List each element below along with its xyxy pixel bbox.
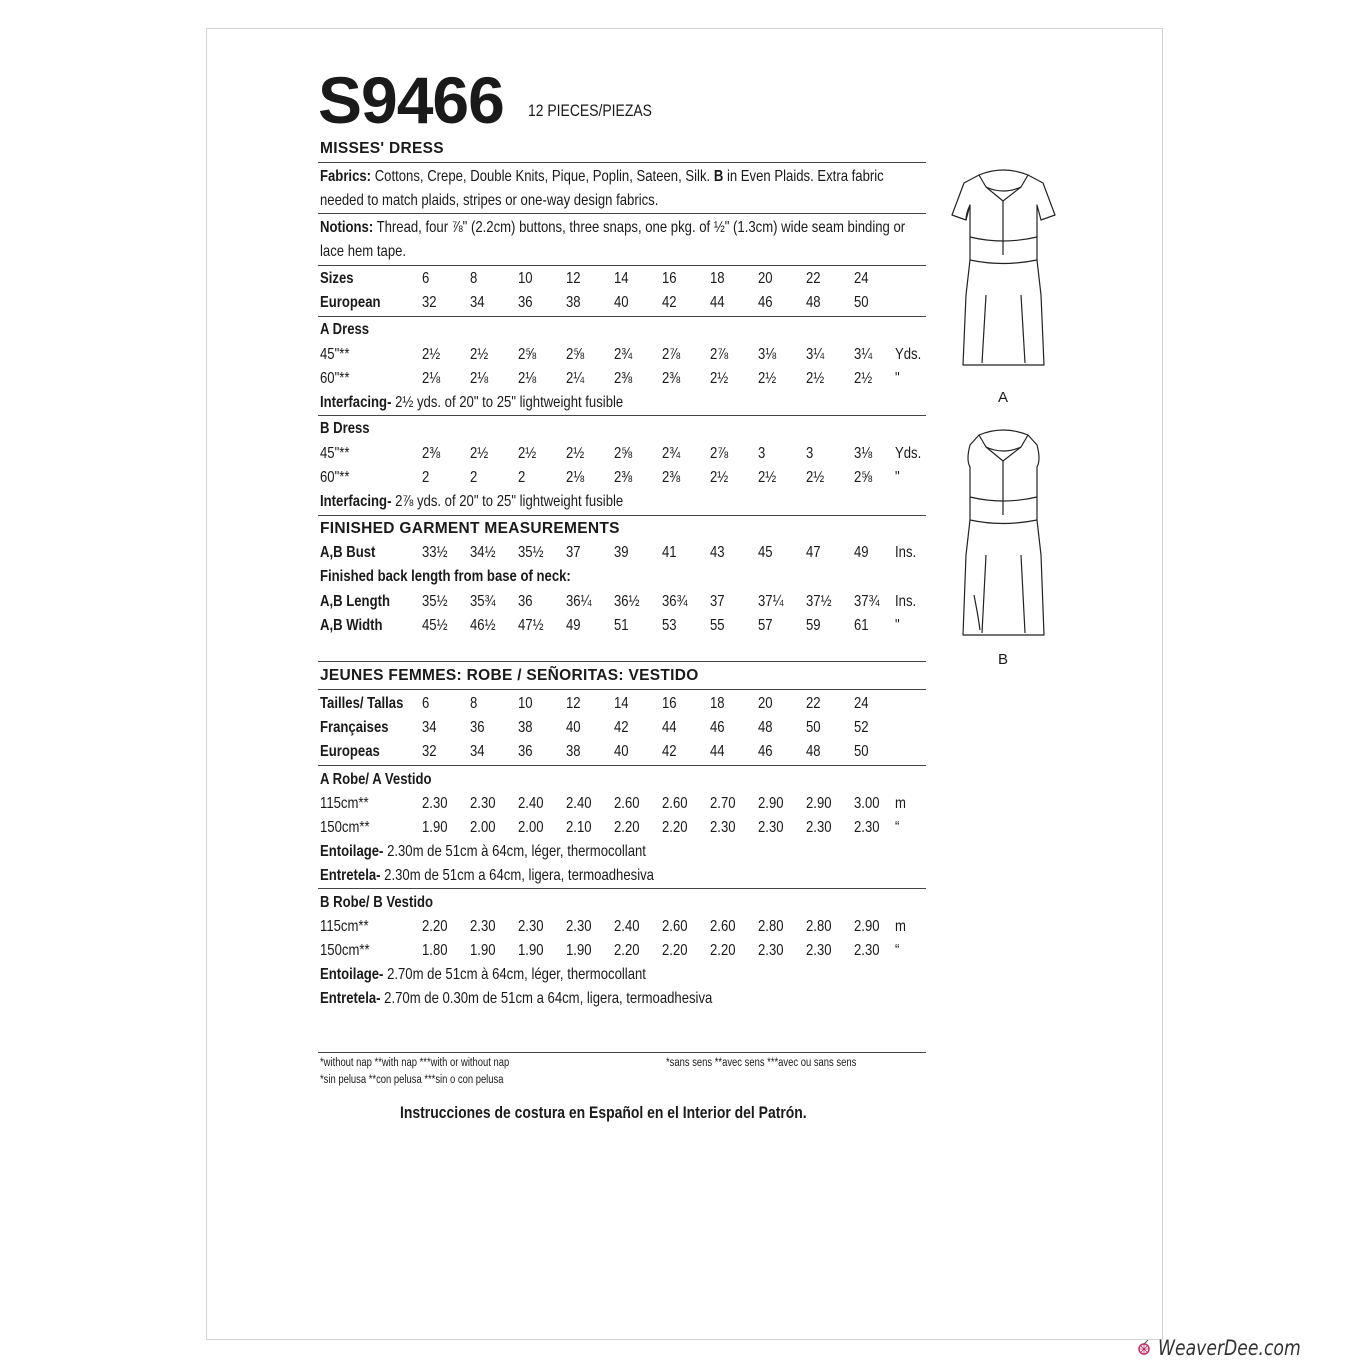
unit-label: Ins. — [895, 544, 917, 561]
francaises-row — [320, 717, 930, 739]
table-cell: 2.40 — [518, 795, 544, 812]
table-cell: 2.20 — [710, 942, 736, 959]
table-cell: 12 — [566, 270, 581, 287]
table-cell: 33½ — [422, 544, 448, 561]
table-cell: 46½ — [470, 617, 496, 634]
table-cell: 3.00 — [854, 795, 880, 812]
table-cell: 24 — [854, 270, 869, 287]
table-cell: 36 — [518, 593, 533, 610]
table-cell: 20 — [758, 270, 773, 287]
finished-measurements-title: FINISHED GARMENT MEASUREMENTS — [320, 520, 620, 537]
unit-label: " — [895, 370, 900, 387]
table-cell: 14 — [614, 270, 629, 287]
table-cell: 2⅛ — [566, 469, 585, 486]
divider — [318, 689, 926, 690]
table-cell: 10 — [518, 270, 533, 287]
table-cell: 44 — [710, 743, 725, 760]
b-robe-title: B Robe/ B Vestido — [320, 894, 433, 911]
table-cell: 37¾ — [854, 593, 880, 610]
divider — [318, 661, 926, 662]
piece-count: 12 PIECES/PIEZAS — [528, 101, 652, 120]
row-label: 150cm** — [320, 819, 370, 836]
table-cell: 2⅞ — [662, 346, 681, 363]
b-dress-45-row — [320, 443, 930, 465]
table-cell: 57 — [758, 617, 773, 634]
divider — [318, 888, 926, 889]
row-label: 115cm** — [320, 795, 369, 812]
section-title-spanish: JEUNES FEMMES: ROBE / SEÑORITAS: VESTIDO — [320, 667, 699, 684]
length-row — [320, 591, 930, 613]
table-cell: 2.00 — [470, 819, 496, 836]
table-cell: 38 — [566, 294, 581, 311]
table-cell: 44 — [662, 719, 677, 736]
table-cell: 2⅜ — [422, 445, 441, 462]
table-cell: 2¼ — [566, 370, 585, 387]
b-dress-title: B Dress — [320, 420, 370, 437]
table-cell: 37¼ — [758, 593, 784, 610]
table-cell: 22 — [806, 270, 821, 287]
table-cell: 2.10 — [566, 819, 592, 836]
table-cell: 2.90 — [758, 795, 784, 812]
a-dress-title: A Dress — [320, 321, 370, 338]
back-length-note: Finished back length from base of neck: — [320, 568, 571, 585]
a-robe-entoilage: Entoilage- 2.30m de 51cm à 64cm, léger, thermocollant — [320, 843, 646, 860]
pattern-number: S9466 — [318, 63, 504, 137]
table-cell: 43 — [710, 544, 725, 561]
table-cell: 55 — [710, 617, 725, 634]
unit-label: Ins. — [895, 593, 917, 610]
table-cell: 2.30 — [854, 942, 880, 959]
row-label: 60"** — [320, 469, 350, 486]
fabrics-paragraph: Fabrics: Cottons, Crepe, Double Knits, Pique, Poplin, Sateen, Silk. B in Even Plaids. Extra fabric needed to match plaids, stripes or one-way design fabrics. — [320, 168, 884, 209]
table-cell: 2.30 — [758, 942, 784, 959]
table-cell: 41 — [662, 544, 677, 561]
watermark: WeaverDee.com — [1158, 1336, 1301, 1360]
table-cell: 22 — [806, 695, 821, 712]
table-cell: 48 — [758, 719, 773, 736]
table-cell: 2.30 — [806, 819, 832, 836]
table-cell: 18 — [710, 270, 725, 287]
row-label: A,B Bust — [320, 544, 376, 561]
row-label: 115cm** — [320, 918, 369, 935]
b-robe-115-row — [320, 916, 930, 938]
table-cell: 50 — [806, 719, 821, 736]
unit-label: " — [895, 617, 900, 634]
unit-label: " — [895, 469, 900, 486]
row-label: Sizes — [320, 270, 354, 287]
table-cell: 42 — [614, 719, 629, 736]
a-robe-150-row — [320, 817, 930, 839]
table-cell: 34 — [422, 719, 437, 736]
row-label: Tailles/ Tallas — [320, 695, 404, 712]
table-cell: 47 — [806, 544, 821, 561]
table-cell: 2⅛ — [470, 370, 489, 387]
table-cell: 2½ — [806, 469, 825, 486]
table-cell: 32 — [422, 294, 437, 311]
table-cell: 38 — [566, 743, 581, 760]
table-cell: 2½ — [518, 445, 537, 462]
table-cell: 2⅝ — [566, 346, 585, 363]
table-cell: 1.80 — [422, 942, 448, 959]
table-cell: 2⅜ — [614, 469, 633, 486]
table-cell: 2.30 — [854, 819, 880, 836]
table-cell: 2.30 — [470, 795, 496, 812]
width-row — [320, 615, 930, 637]
divider — [318, 213, 926, 214]
view-b-label: B — [998, 651, 1009, 668]
table-cell: 35¾ — [470, 593, 496, 610]
table-cell: 2.20 — [662, 819, 688, 836]
table-cell: 37½ — [806, 593, 832, 610]
table-cell: 2⅝ — [614, 445, 633, 462]
unit-label: Yds. — [895, 445, 922, 462]
a-robe-entretela: Entretela- 2.30m de 51cm a 64cm, ligera, termoadhesiva — [320, 867, 654, 884]
table-cell: 3⅛ — [758, 346, 777, 363]
europeas-row — [320, 741, 930, 763]
footnote-french: *sans sens **avec sens ***avec ou sans sens — [666, 1057, 857, 1069]
table-cell: 2.60 — [614, 795, 640, 812]
table-cell: 37 — [710, 593, 725, 610]
bust-row — [320, 542, 930, 564]
table-cell: 2⅞ — [710, 346, 729, 363]
table-cell: 40 — [614, 743, 629, 760]
table-cell: 2.20 — [422, 918, 448, 935]
row-label: A,B Length — [320, 593, 390, 610]
table-cell: 2.30 — [566, 918, 592, 935]
table-cell: 44 — [710, 294, 725, 311]
table-cell: 40 — [566, 719, 581, 736]
table-cell: 1.90 — [470, 942, 496, 959]
row-label: European — [320, 294, 381, 311]
table-cell: 16 — [662, 695, 677, 712]
b-robe-entretela: Entretela- 2.70m de 0.30m de 51cm a 64cm, ligera, termoadhesiva — [320, 990, 713, 1007]
section-title-misses-dress: MISSES' DRESS — [320, 140, 444, 157]
table-cell: 2½ — [710, 469, 729, 486]
table-cell: 3 — [806, 445, 814, 462]
table-cell: 3 — [758, 445, 766, 462]
a-robe-title: A Robe/ A Vestido — [320, 771, 432, 788]
unit-label: m — [895, 795, 906, 812]
european-sizes-row — [320, 292, 930, 314]
table-cell: 2.20 — [614, 942, 640, 959]
table-cell: 34½ — [470, 544, 496, 561]
sizes-row — [320, 268, 930, 290]
table-cell: 48 — [806, 743, 821, 760]
table-cell: 51 — [614, 617, 629, 634]
table-cell: 47½ — [518, 617, 544, 634]
table-cell: 34 — [470, 743, 485, 760]
table-cell: 2 — [470, 469, 478, 486]
table-cell: 8 — [470, 270, 478, 287]
table-cell: 2.90 — [854, 918, 880, 935]
table-cell: 18 — [710, 695, 725, 712]
table-cell: 39 — [614, 544, 629, 561]
table-cell: 36¼ — [566, 593, 592, 610]
table-cell: 61 — [854, 617, 869, 634]
table-cell: 2.30 — [806, 942, 832, 959]
table-cell: 46 — [758, 743, 773, 760]
divider — [318, 316, 926, 317]
table-cell: 2 — [422, 469, 430, 486]
table-cell: 37 — [566, 544, 581, 561]
table-cell: 8 — [470, 695, 478, 712]
divider — [318, 162, 926, 163]
table-cell: 2.20 — [662, 942, 688, 959]
table-cell: 2¾ — [614, 346, 633, 363]
table-cell: 2½ — [758, 370, 777, 387]
table-cell: 2.60 — [662, 918, 688, 935]
table-cell: 2 — [518, 469, 526, 486]
table-cell: 3¼ — [854, 346, 873, 363]
table-cell: 2½ — [710, 370, 729, 387]
divider — [318, 765, 926, 766]
table-cell: 35½ — [422, 593, 448, 610]
spanish-instructions-note: Instrucciones de costura en Español en el Interior del Patrón. — [400, 1103, 807, 1122]
table-cell: 49 — [566, 617, 581, 634]
table-cell: 2.30 — [422, 795, 448, 812]
table-cell: 14 — [614, 695, 629, 712]
b-robe-entoilage: Entoilage- 2.70m de 51cm à 64cm, léger, thermocollant — [320, 966, 646, 983]
unit-label: “ — [895, 942, 900, 959]
table-cell: 2.80 — [758, 918, 784, 935]
table-cell: 2⅞ — [710, 445, 729, 462]
table-cell: 2½ — [470, 346, 489, 363]
table-cell: 2⅛ — [518, 370, 537, 387]
divider — [318, 1052, 926, 1053]
table-cell: 2.30 — [470, 918, 496, 935]
table-cell: 42 — [662, 294, 677, 311]
table-cell: 2⅜ — [614, 370, 633, 387]
table-cell: 59 — [806, 617, 821, 634]
divider — [318, 265, 926, 266]
divider — [318, 515, 926, 516]
table-cell: 6 — [422, 270, 430, 287]
table-cell: 1.90 — [566, 942, 592, 959]
row-label: 45"** — [320, 346, 350, 363]
table-cell: 2⅝ — [518, 346, 537, 363]
table-cell: 2.30 — [518, 918, 544, 935]
table-cell: 2.30 — [710, 819, 736, 836]
table-cell: 46 — [758, 294, 773, 311]
table-cell: 24 — [854, 695, 869, 712]
table-cell: 49 — [854, 544, 869, 561]
table-cell: 3⅛ — [854, 445, 873, 462]
table-cell: 1.90 — [422, 819, 448, 836]
table-cell: 2½ — [806, 370, 825, 387]
table-cell: 34 — [470, 294, 485, 311]
table-cell: 2⅜ — [662, 469, 681, 486]
table-cell: 2½ — [854, 370, 873, 387]
unit-label: m — [895, 918, 906, 935]
row-label: 150cm** — [320, 942, 370, 959]
row-label: 60"** — [320, 370, 350, 387]
table-cell: 53 — [662, 617, 677, 634]
table-cell: 35½ — [518, 544, 544, 561]
table-cell: 20 — [758, 695, 773, 712]
row-label: A,B Width — [320, 617, 383, 634]
a-dress-60-row — [320, 368, 930, 390]
table-cell: 12 — [566, 695, 581, 712]
table-cell: 16 — [662, 270, 677, 287]
table-cell: 42 — [662, 743, 677, 760]
a-dress-interfacing: Interfacing- 2½ yds. of 20" to 25" lightweight fusible — [320, 394, 624, 411]
table-cell: 36 — [518, 743, 533, 760]
table-cell: 2.60 — [710, 918, 736, 935]
notions-paragraph: Notions: Thread, four ⅞" (2.2cm) buttons, three snaps, one pkg. of ½" (1.3cm) wide seam binding or lace hem tape. — [320, 219, 906, 260]
table-cell: 2¾ — [662, 445, 681, 462]
table-cell: 40 — [614, 294, 629, 311]
divider — [318, 415, 926, 416]
table-cell: 36¾ — [662, 593, 688, 610]
table-cell: 1.90 — [518, 942, 544, 959]
table-cell: 2½ — [422, 346, 441, 363]
table-cell: 36½ — [614, 593, 640, 610]
table-cell: 2.70 — [710, 795, 736, 812]
table-cell: 2.80 — [806, 918, 832, 935]
table-cell: 36 — [518, 294, 533, 311]
b-robe-150-row — [320, 940, 930, 962]
row-label: Europeas — [320, 743, 380, 760]
table-cell: 36 — [470, 719, 485, 736]
table-cell: 2⅝ — [854, 469, 873, 486]
view-a-label: A — [998, 389, 1009, 406]
row-label: 45"** — [320, 445, 350, 462]
a-dress-45-row — [320, 344, 930, 366]
table-cell: 45 — [758, 544, 773, 561]
table-cell: 2½ — [758, 469, 777, 486]
table-cell: 2.30 — [758, 819, 784, 836]
table-cell: 50 — [854, 743, 869, 760]
b-dress-60-row — [320, 467, 930, 489]
table-cell: 50 — [854, 294, 869, 311]
table-cell: 10 — [518, 695, 533, 712]
table-cell: 2.20 — [614, 819, 640, 836]
a-robe-115-row — [320, 793, 930, 815]
table-cell: 46 — [710, 719, 725, 736]
table-cell: 2⅛ — [422, 370, 441, 387]
view-b-dress-illustration — [946, 425, 1061, 655]
table-cell: 2.00 — [518, 819, 544, 836]
table-cell: 2½ — [566, 445, 585, 462]
tailles-row — [320, 693, 930, 715]
row-label: Françaises — [320, 719, 389, 736]
unit-label: Yds. — [895, 346, 922, 363]
table-cell: 2.90 — [806, 795, 832, 812]
weaverdee-logo-icon — [1136, 1340, 1152, 1356]
table-cell: 32 — [422, 743, 437, 760]
table-cell: 52 — [854, 719, 869, 736]
table-cell: 6 — [422, 695, 430, 712]
table-cell: 45½ — [422, 617, 448, 634]
footnote-english: *without nap **with nap ***with or without nap — [320, 1057, 510, 1069]
table-cell: 2.40 — [566, 795, 592, 812]
footnote-spanish: *sin pelusa **con pelusa ***sin o con pelusa — [320, 1074, 504, 1086]
view-a-dress-illustration — [946, 165, 1061, 395]
table-cell: 2⅜ — [662, 370, 681, 387]
table-cell: 2.40 — [614, 918, 640, 935]
b-dress-interfacing: Interfacing- 2⅞ yds. of 20" to 25" lightweight fusible — [320, 493, 624, 510]
table-cell: 2.60 — [662, 795, 688, 812]
unit-label: “ — [895, 819, 900, 836]
table-cell: 3¼ — [806, 346, 825, 363]
table-cell: 2½ — [470, 445, 489, 462]
table-cell: 38 — [518, 719, 533, 736]
table-cell: 48 — [806, 294, 821, 311]
